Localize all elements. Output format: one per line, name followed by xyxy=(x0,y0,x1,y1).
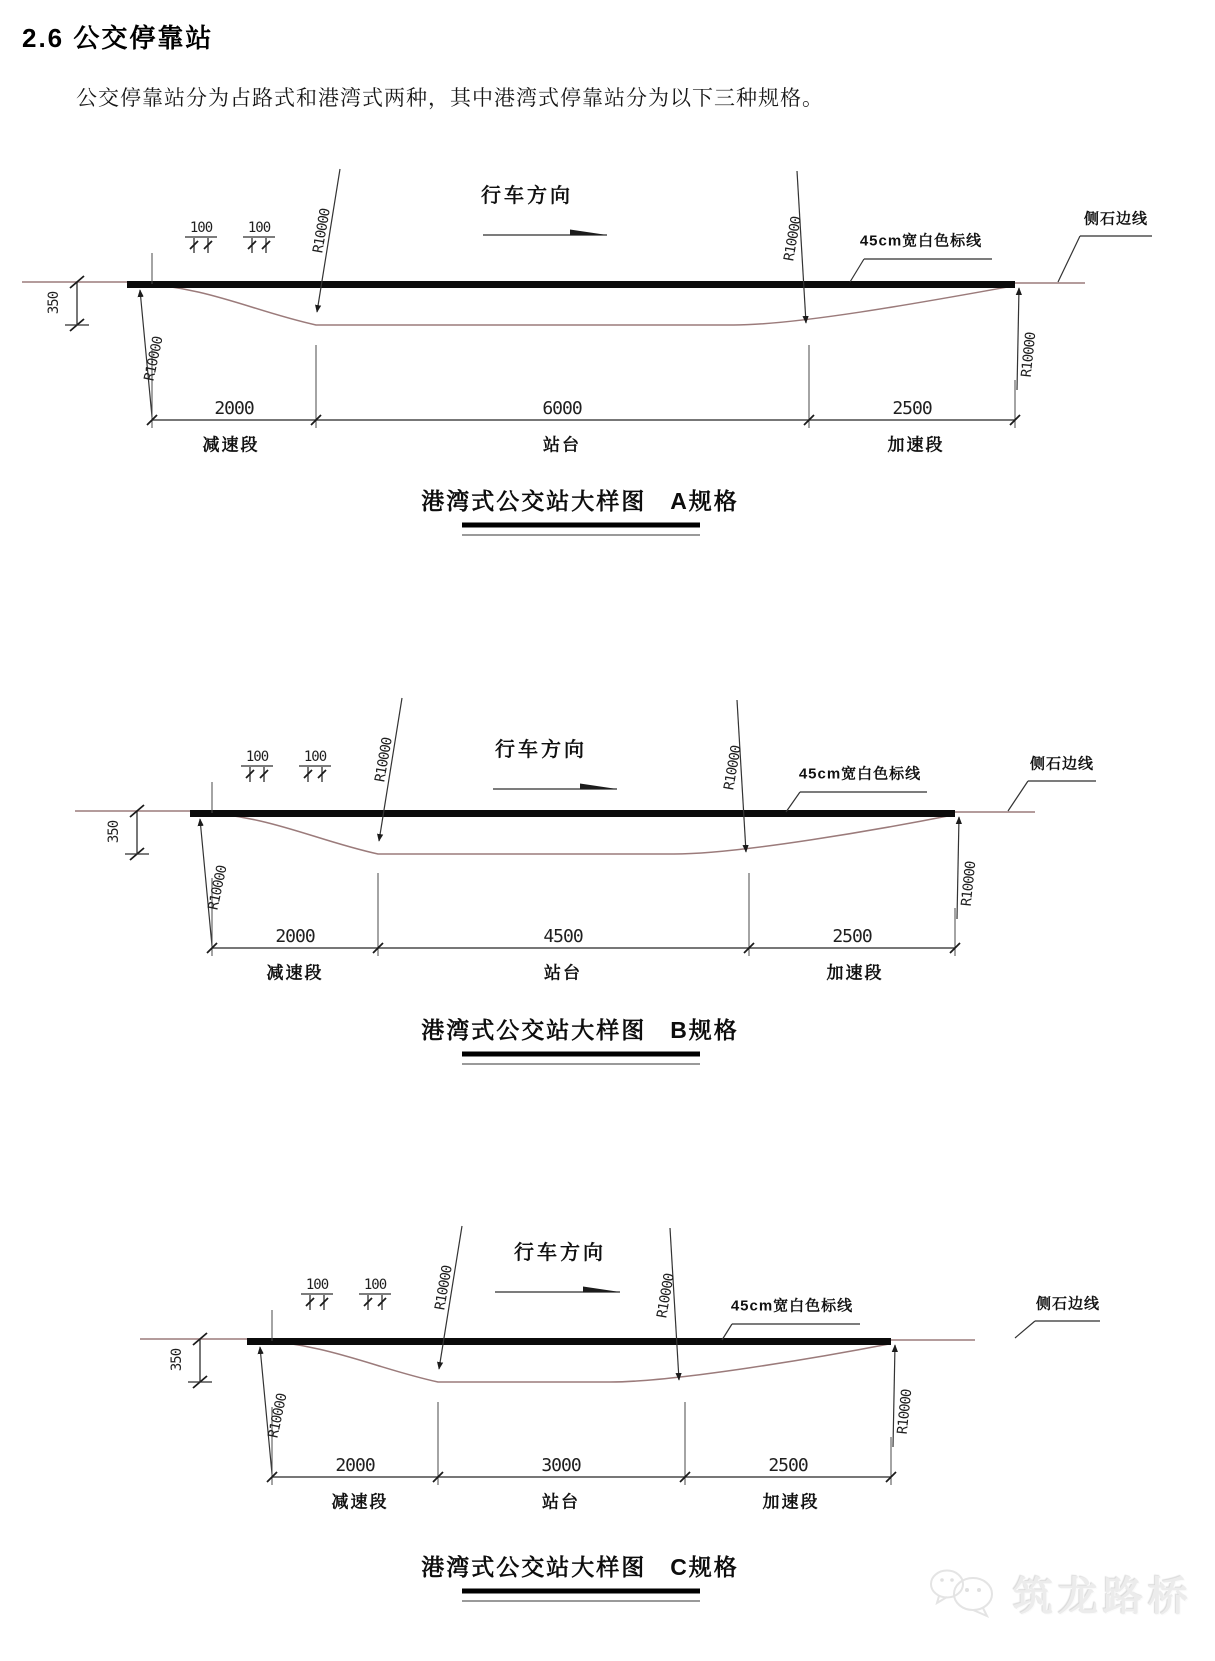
wechat-logo-icon xyxy=(925,1562,1003,1624)
offset-100-label: 100 xyxy=(305,1277,329,1293)
section-title: 2.6 公交停靠站 xyxy=(22,23,214,53)
caption-main: 港湾式公交站大样图 xyxy=(421,1017,647,1043)
curb-edge-label: 侧石边线 xyxy=(1029,755,1095,773)
radius-label: R10000 xyxy=(958,860,980,908)
depth-350-label: 350 xyxy=(169,1348,185,1372)
radius-label: R10000 xyxy=(654,1272,678,1320)
diagram-spec-c xyxy=(0,1215,1215,1615)
depth-350-label: 350 xyxy=(46,291,62,315)
radius-label: R10000 xyxy=(781,215,805,263)
radius-label: R10000 xyxy=(372,736,396,784)
accel-dim: 2500 xyxy=(892,398,932,419)
offset-100-label: 100 xyxy=(363,1277,387,1293)
platform-section-label: 站台 xyxy=(542,1492,580,1512)
watermark-text: 筑龙路桥 xyxy=(1013,1574,1193,1619)
spec-label: A规格 xyxy=(670,488,739,514)
marking-width-label: 45cm宽白色标线 xyxy=(730,1297,854,1315)
radius-label: R10000 xyxy=(141,335,167,383)
offset-100-label: 100 xyxy=(245,749,269,765)
radius-label: R10000 xyxy=(432,1264,456,1312)
curb-edge-label: 侧石边线 xyxy=(1083,210,1149,228)
radius-label: R10000 xyxy=(265,1392,291,1440)
decel-dim: 2000 xyxy=(275,926,315,947)
offset-100-label: 100 xyxy=(303,749,327,765)
decel-section-label: 减速段 xyxy=(266,963,324,983)
marking-width-label: 45cm宽白色标线 xyxy=(859,232,983,250)
radius-label: R10000 xyxy=(721,744,745,792)
platform-section-label: 站台 xyxy=(543,435,581,455)
platform-dim: 6000 xyxy=(542,398,582,419)
accel-section-label: 加速段 xyxy=(826,963,884,983)
caption-main: 港湾式公交站大样图 xyxy=(421,488,647,514)
accel-dim: 2500 xyxy=(832,926,872,947)
accel-dim: 2500 xyxy=(768,1455,808,1476)
platform-dim: 4500 xyxy=(543,926,583,947)
spec-label: B规格 xyxy=(670,1017,739,1043)
marking-width-label: 45cm宽白色标线 xyxy=(798,765,922,783)
offset-100-label: 100 xyxy=(247,220,271,236)
diagram-spec-a xyxy=(0,140,1215,550)
intro-paragraph: 公交停靠站分为占路式和港湾式两种，其中港湾式停靠站分为以下三种规格。 xyxy=(76,87,824,110)
direction-label: 行车方向 xyxy=(481,185,573,207)
diagram-caption xyxy=(421,1549,739,1582)
diagram-spec-b xyxy=(0,690,1215,1070)
spec-label: C规格 xyxy=(670,1554,739,1580)
accel-section-label: 加速段 xyxy=(887,435,945,455)
radius-label: R10000 xyxy=(205,864,231,912)
caption-main: 港湾式公交站大样图 xyxy=(421,1554,647,1580)
platform-dim: 3000 xyxy=(541,1455,581,1476)
platform-section-label: 站台 xyxy=(544,963,582,983)
diagram-caption xyxy=(421,483,739,516)
decel-dim: 2000 xyxy=(214,398,254,419)
diagram-caption xyxy=(421,1012,739,1045)
direction-label: 行车方向 xyxy=(495,739,587,761)
depth-350-label: 350 xyxy=(106,820,122,844)
decel-dim: 2000 xyxy=(335,1455,375,1476)
direction-label: 行车方向 xyxy=(514,1242,606,1264)
curb-edge-label: 侧石边线 xyxy=(1035,1295,1101,1313)
accel-section-label: 加速段 xyxy=(762,1492,820,1512)
offset-100-label: 100 xyxy=(189,220,213,236)
decel-section-label: 减速段 xyxy=(202,435,260,455)
radius-label: R10000 xyxy=(894,1388,916,1436)
radius-label: R10000 xyxy=(310,207,334,255)
radius-label: R10000 xyxy=(1018,331,1040,379)
watermark xyxy=(925,1562,1193,1624)
decel-section-label: 减速段 xyxy=(331,1492,389,1512)
